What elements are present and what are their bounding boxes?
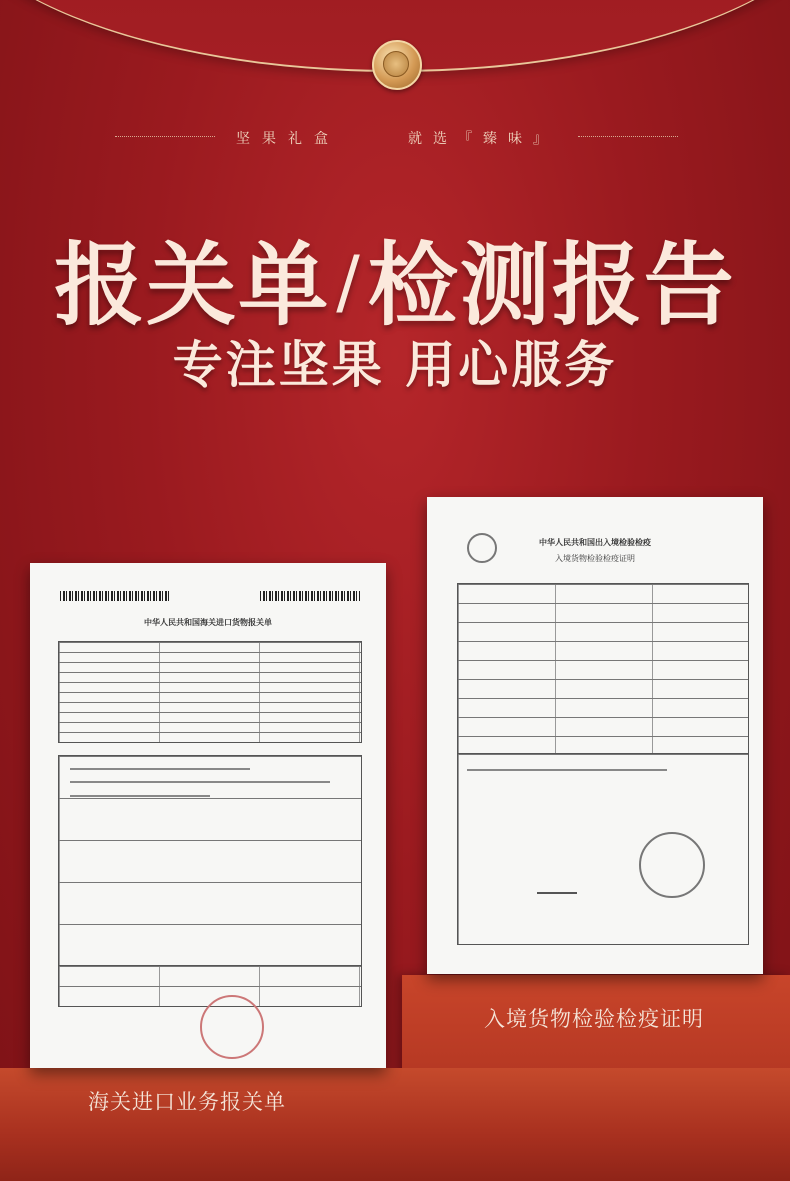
inspection-doc-title-line2: 入境货物检验检疫证明 bbox=[555, 554, 635, 563]
subheadline: 专注坚果 用心服务 bbox=[172, 336, 618, 394]
red-seal-stamp bbox=[200, 995, 264, 1059]
barcode-right bbox=[260, 591, 360, 601]
customs-declaration-document bbox=[30, 563, 386, 1068]
inspection-doc-title-line1: 中华人民共和国出入境检验检疫 bbox=[539, 538, 651, 547]
customs-caption: 海关进口业务报关单 bbox=[88, 1090, 286, 1114]
tagline bbox=[0, 128, 790, 148]
headline-separator: / bbox=[336, 241, 362, 323]
headline-part1: 报关单 bbox=[54, 233, 331, 338]
form-text-line bbox=[70, 781, 330, 783]
barcode-left bbox=[60, 591, 170, 601]
inspection-caption: 入境货物检验检疫证明 bbox=[484, 1007, 704, 1031]
gold-medal-emblem bbox=[372, 40, 422, 90]
signature bbox=[537, 892, 577, 894]
headline-part2: 检测报告 bbox=[367, 233, 736, 338]
official-seal-stamp bbox=[639, 832, 705, 898]
customs-doc-title: 中华人民共和国海关进口货物报关单 bbox=[144, 618, 272, 627]
inspection-form-grid bbox=[457, 583, 749, 755]
dotted-line-left bbox=[115, 136, 215, 137]
form-text-line bbox=[467, 769, 667, 771]
display-stage-front bbox=[0, 1068, 790, 1181]
form-text-line bbox=[70, 768, 250, 770]
form-text-line bbox=[70, 795, 210, 797]
tagline-right: 就选『臻味』 bbox=[408, 131, 558, 147]
customs-form-grid-bottom bbox=[58, 965, 362, 1007]
inspection-certificate-document bbox=[427, 497, 763, 974]
customs-form-grid-items bbox=[58, 755, 362, 967]
medal-inner-ring bbox=[383, 51, 409, 77]
tagline-left: 坚果礼盒 bbox=[236, 131, 340, 147]
inspection-form-remarks bbox=[457, 753, 749, 945]
dotted-line-right bbox=[578, 136, 678, 137]
customs-form-grid-top bbox=[58, 641, 362, 743]
headline bbox=[0, 212, 790, 342]
